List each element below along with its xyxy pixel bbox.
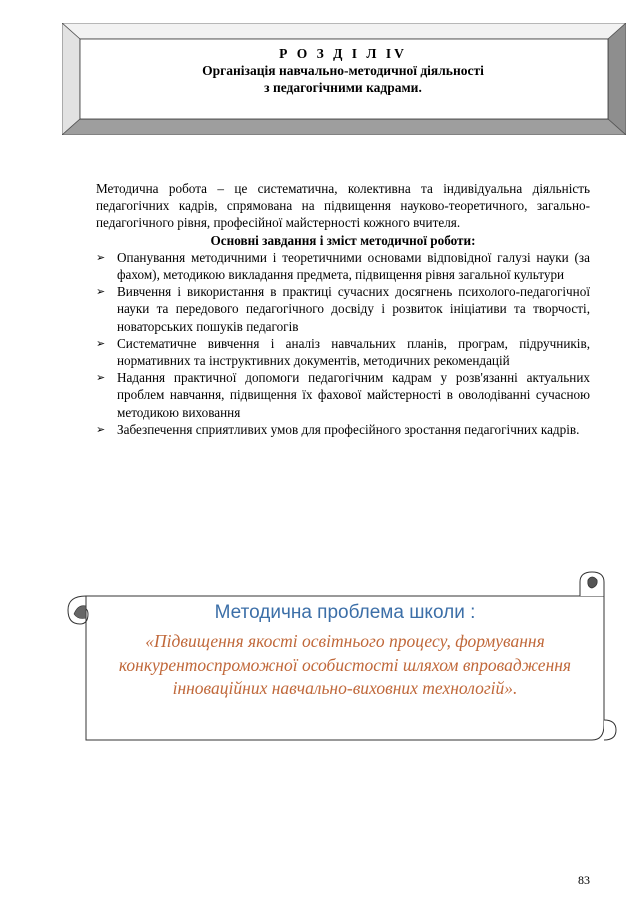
methodical-problem (110, 600, 580, 701)
section-title-line1: Організація навчально-методичної діяльності (202, 63, 484, 78)
tasks-list (96, 249, 590, 438)
arrow-bullet-icon: ➢ (96, 371, 106, 385)
list-item: ➢ Забезпечення сприятливих умов для професійного зростання педагогічних кадрів. (96, 421, 580, 437)
intro-paragraph: Методична робота – це систематична, колективна та індивідуальна діяльність педагогічних кадрів, спрямована на підвищення науково-теоретичного, загально-педагогічного рівня, професійної майстерності кожного вчителя. (96, 181, 590, 231)
section-title-line2: з педагогічними кадрами. (264, 80, 422, 95)
problem-text: «Підвищення якості освітнього процесу, формування конкурентоспроможної особистості шляхом впровадження інноваційних навчально-виховних технологій». (118, 631, 572, 698)
arrow-bullet-icon: ➢ (96, 336, 106, 350)
arrow-bullet-icon: ➢ (96, 422, 106, 436)
arrow-bullet-icon: ➢ (96, 250, 106, 264)
page-number: 83 (578, 873, 590, 887)
content-body (96, 180, 590, 438)
list-item: ➢ Вивчення і використання в практиці сучасних досягнень психолого-педагогічної науки та передового педагогічного досвіду і розвиток ініціативи та творчості, новаторських пошуків педагогів (96, 284, 590, 334)
tasks-heading: Основні завдання і зміст методичної роботи: (210, 232, 476, 248)
arrow-bullet-icon: ➢ (96, 285, 106, 299)
section-number: Р О З Д І Л IV (279, 46, 407, 61)
list-item: ➢ Надання практичної допомоги педагогічним кадрам у розв'язанні актуальних проблем навчання, підвищення їх фахової майстерності в оволодіванні сучасною методикою виховання (96, 370, 590, 420)
problem-title: Методична проблема школи : (214, 602, 476, 623)
section-header (80, 40, 606, 118)
list-item: ➢ Опанування методичними і теоретичними основами відповідної галузі науки (за фахом), методикою викладання предмета, підвищення рівня загальної культури (96, 249, 590, 283)
list-item: ➢ Систематичне вивчення і аналіз навчальних планів, програм, підручників, нормативних та інструктивних документів, методичних рекомендацій (96, 335, 590, 369)
